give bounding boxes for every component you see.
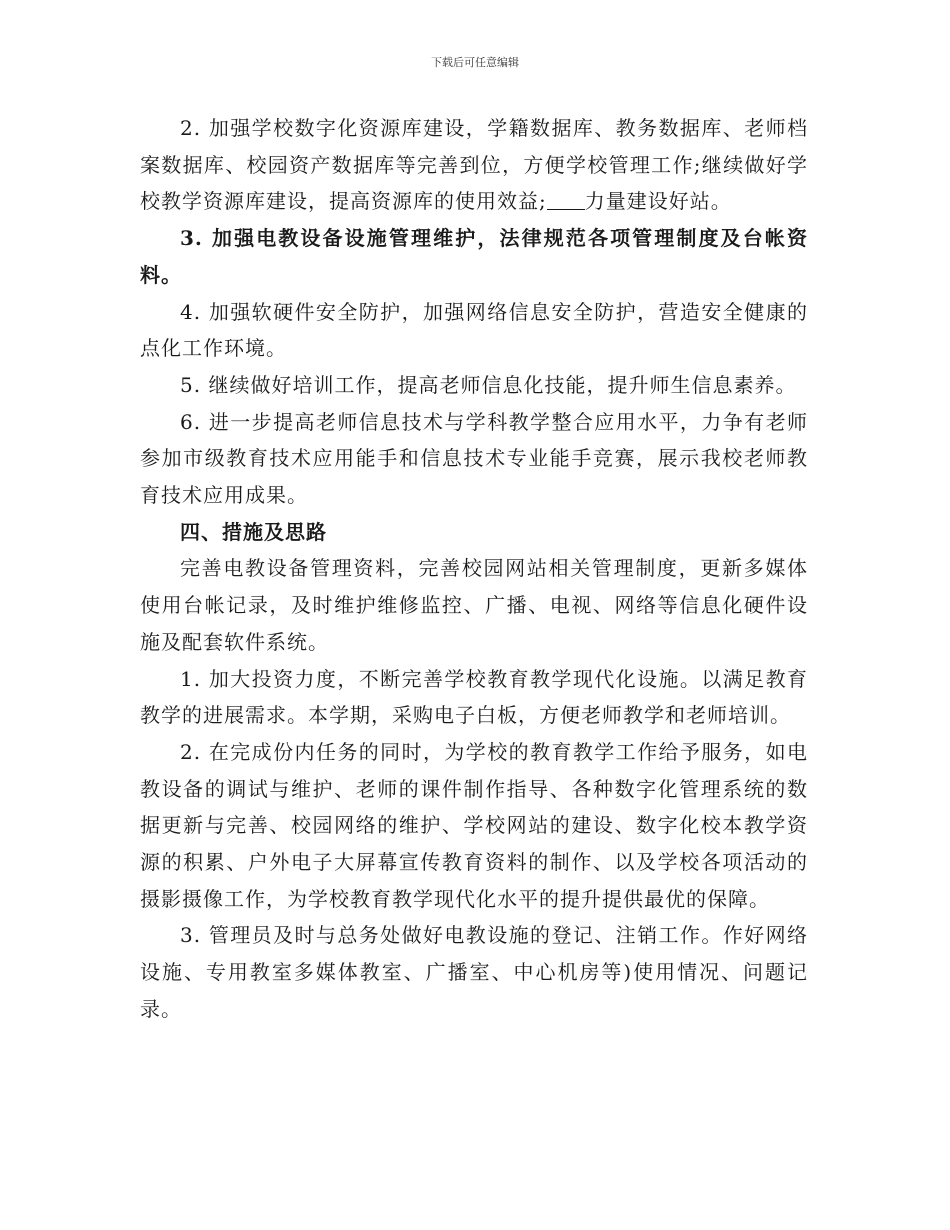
section-intro: 完善电教设备管理资料，完善校园网站相关管理制度，更新多媒体使用台帐记录，及时维护维修监控、广播、电视、网络等信息化硬件设施及配套软件系统。	[140, 556, 808, 654]
measure-item-2: 2. 在完成份内任务的同时，为学校的教育教学工作给予服务，如电教设备的调试与维护、老师的课件制作指导、各种数字化管理系统的数据更新与完善、校园网络的维护、学校网站的建设、数字化校本教学资源的积累、户外电子大屏幕宣传教育资料的制作、以及学校各项活动的摄影摄像工作，为学校教育教学现代化水平的提升提供最优的保障。	[140, 739, 808, 911]
paragraph-item-2-tail: 力量建设好站。	[584, 189, 732, 214]
paragraph-item-2	[140, 110, 808, 220]
paragraph-item-4: 4. 加强软硬件安全防护，加强网络信息安全防护，营造安全健康的点化工作环境。	[140, 299, 808, 361]
paragraph-item-3: 3. 加强电教设备设施管理维护，法律规范各项管理制度及台帐资料。	[140, 226, 808, 287]
document-body	[140, 110, 808, 1028]
section-heading: 四、措施及思路	[180, 519, 327, 544]
paragraph-item-6: 6. 进一步提高老师信息技术与学科教学整合应用水平，力争有老师参加市级教育技术应用能手和信息技术专业能手竞赛，展示我校老师教育技术应用成果。	[140, 409, 808, 508]
fill-in-blank	[547, 189, 585, 210]
paragraph-item-2-text: 2. 加强学校数字化资源库建设，学籍数据库、教务数据库、老师档案数据库、校园资产数据库等完善到位，方便学校管理工作;继续做好学校教学资源库建设，提高资源库的使用效益;	[140, 116, 808, 214]
measure-item-1: 1. 加大投资力度，不断完善学校教育教学现代化设施。以满足教育教学的进展需求。本学期，采购电子白板，方便老师教学和老师培训。	[140, 666, 808, 728]
paragraph-item-5: 5. 继续做好培训工作，提高老师信息化技能，提升师生信息素养。	[180, 372, 797, 397]
header-note: 下载后可任意编辑	[431, 56, 519, 69]
measure-item-3: 3. 管理员及时与总务处做好电教设施的登记、注销工作。作好网络设施、专用教室多媒体教室、广播室、中心机房等)使用情况、问题记录。	[140, 923, 808, 1021]
